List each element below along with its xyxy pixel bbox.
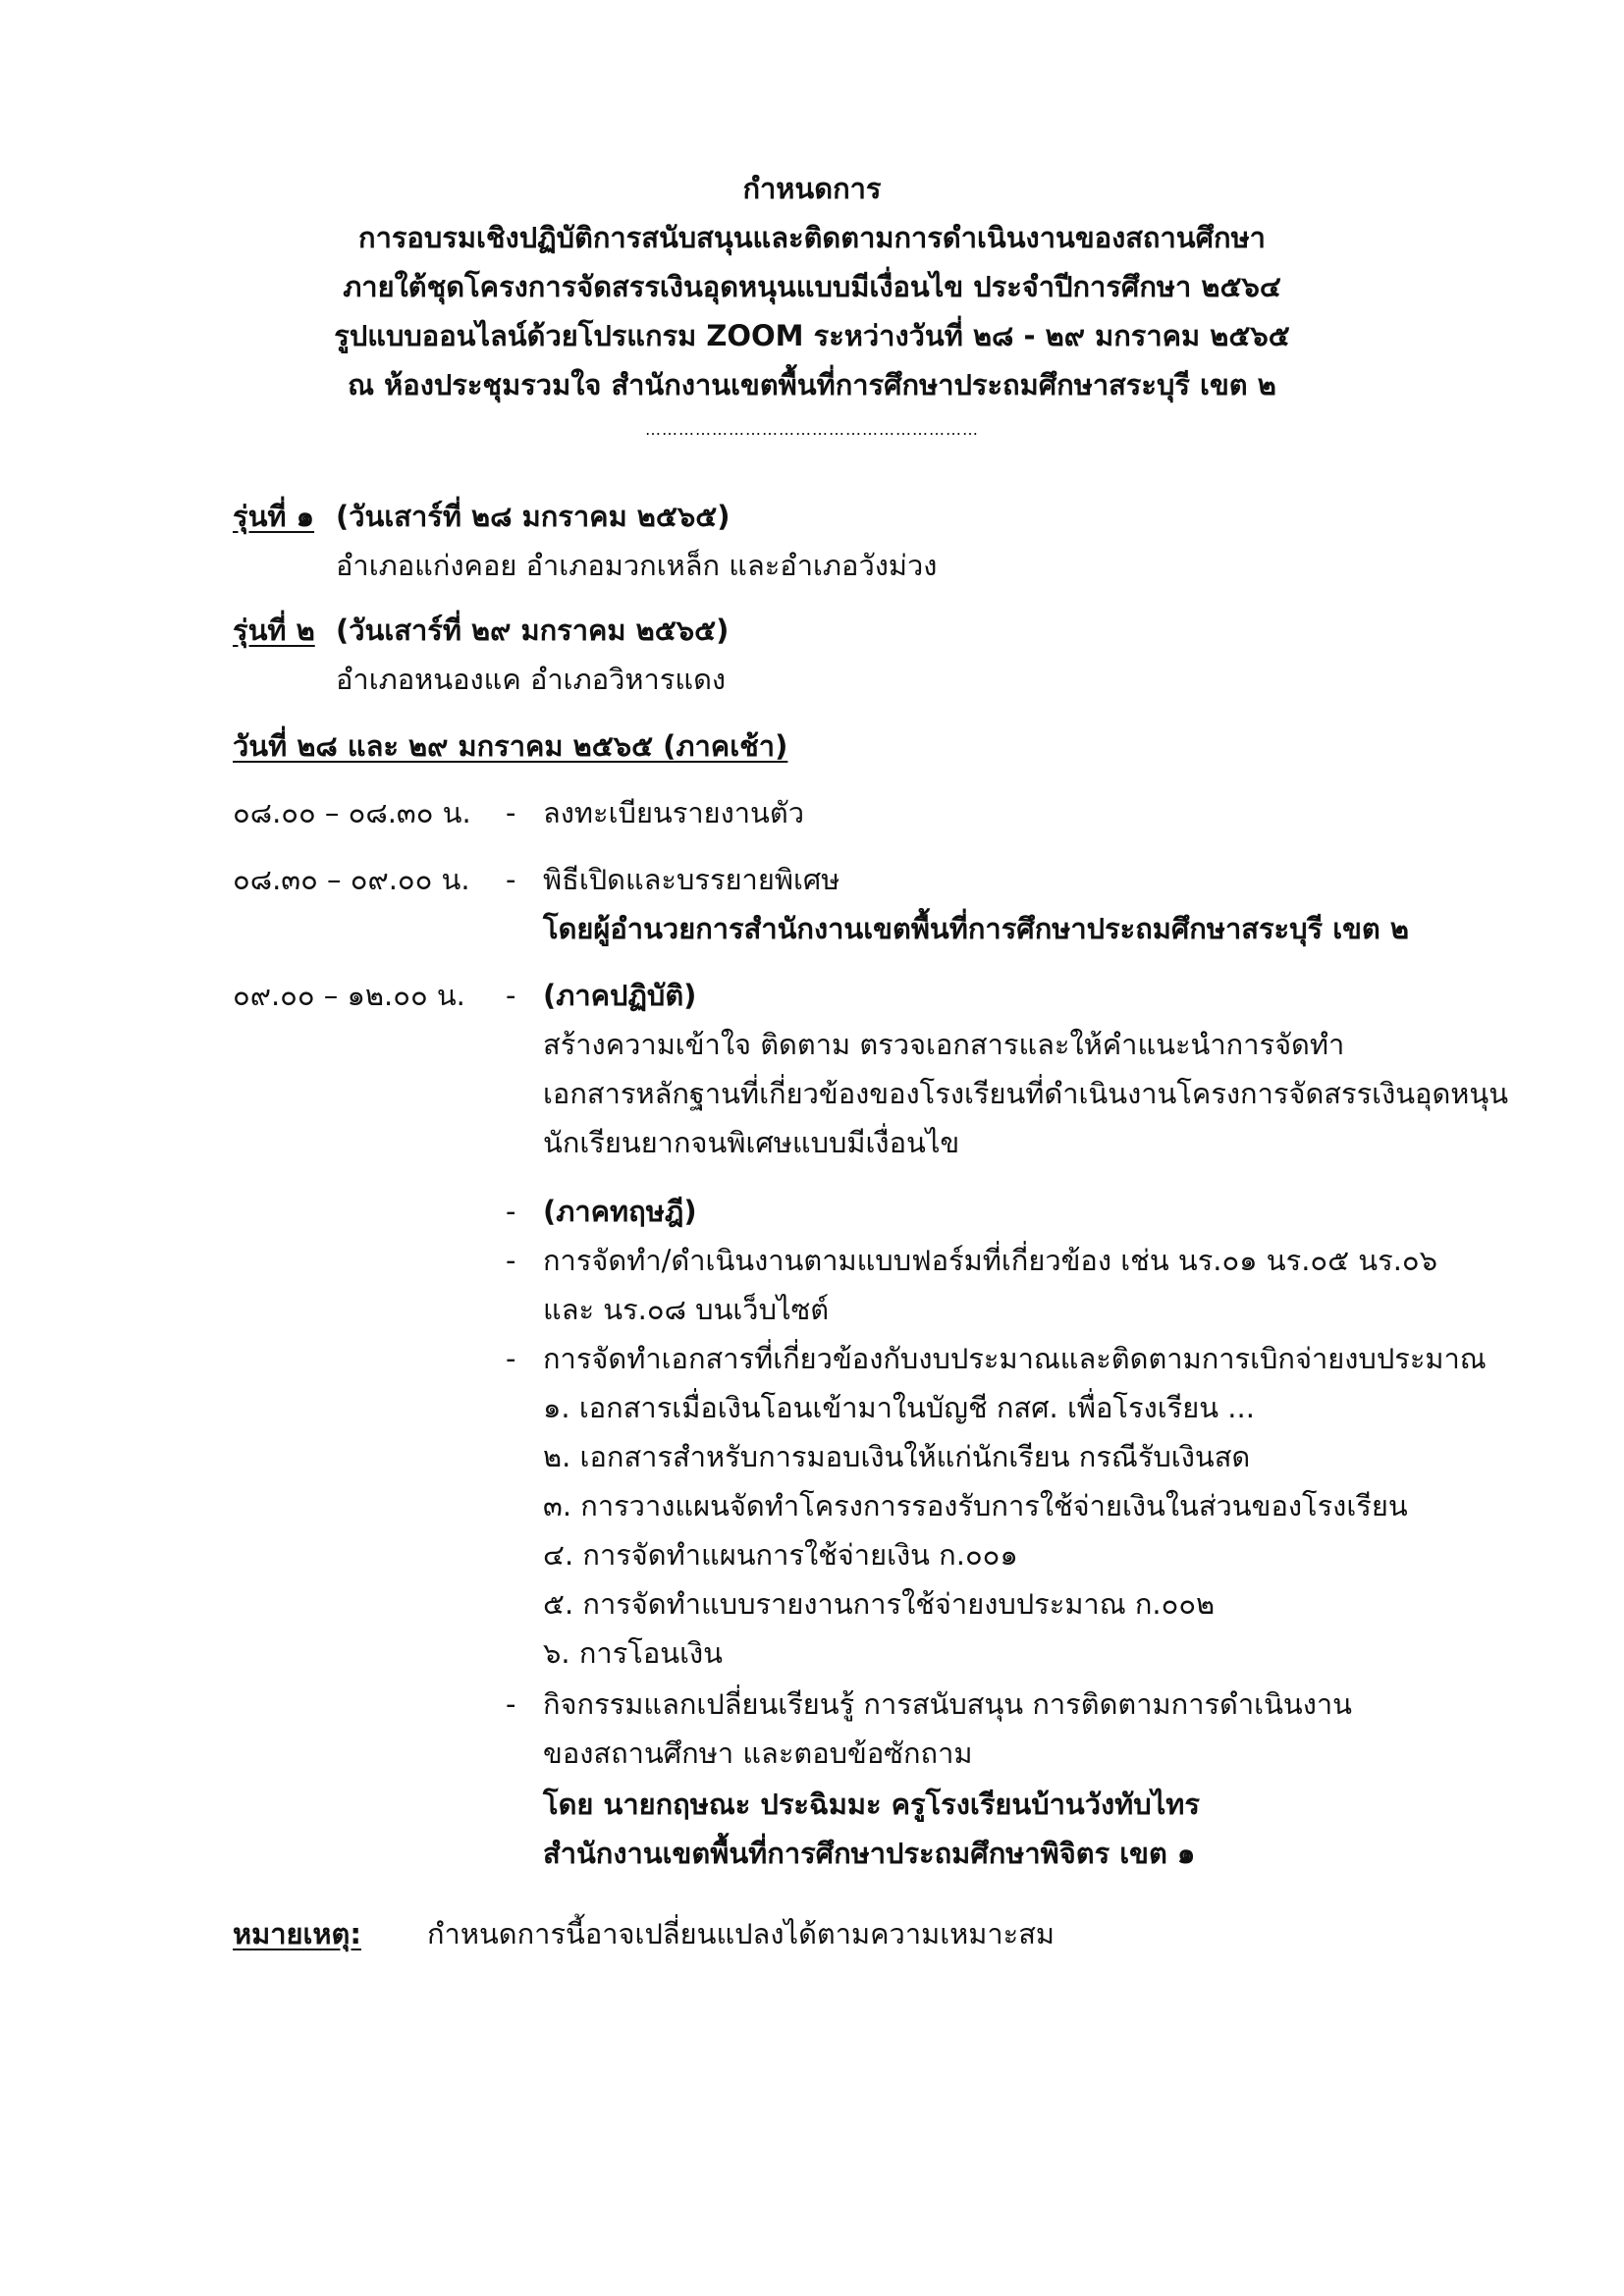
theory-subitem: ๔. การจัดทำแผนการใช้จ่ายเงิน ก.๐๐๑	[543, 1538, 1018, 1572]
group-1-label: รุ่นที่ ๑	[233, 500, 315, 533]
schedule-speaker: โดยผู้อำนวยการสำนักงานเขตพื้นที่การศึกษาประถมศึกษาสระบุรี เขต ๒	[543, 912, 1409, 945]
schedule-detail-line: เอกสารหลักฐานที่เกี่ยวข้องของโรงเรียนที่ดำเนินงานโครงการจัดสรรเงินอุดหนุน	[543, 1077, 1509, 1110]
bullet-dash: -	[506, 1244, 516, 1277]
theory-item-3-cont: ของสถานศึกษา และตอบข้อซักถาม	[543, 1736, 973, 1770]
header-line-2: ภายใต้ชุดโครงการจัดสรรเงินอุดหนุนแบบมีเงื่อนไข ประจำปีการศึกษา ๒๕๖๔	[343, 270, 1281, 303]
schedule-dash: -	[506, 796, 516, 829]
schedule-time: ๐๘.๐๐ – ๐๘.๓๐ น.	[233, 796, 471, 829]
note-label: หมายเหตุ:	[233, 1917, 361, 1950]
group-1-date: (วันเสาร์ที่ ๒๘ มกราคม ๒๕๖๕)	[336, 500, 731, 533]
schedule-item: (ภาคปฏิบัติ)	[543, 979, 697, 1012]
theory-item-1: การจัดทำ/ดำเนินงานตามแบบฟอร์มที่เกี่ยวข้อง เช่น นร.๐๑ นร.๐๕ นร.๐๖	[543, 1244, 1438, 1277]
schedule-dash: -	[506, 979, 516, 1012]
schedule-item: พิธีเปิดและบรรยายพิเศษ	[543, 863, 840, 896]
group-2-label: รุ่นที่ ๒	[233, 614, 315, 647]
theory-speaker-office: สำนักงานเขตพื้นที่การศึกษาประถมศึกษาพิจิตร เขต ๑	[543, 1837, 1196, 1870]
header-line-4: ณ ห้องประชุมรวมใจ สำนักงานเขตพื้นที่การศึกษาประถมศึกษาสระบุรี เขต ๒	[348, 368, 1276, 401]
group-2-date: (วันเสาร์ที่ ๒๙ มกราคม ๒๕๖๕)	[336, 614, 730, 647]
header-line-1: การอบรมเชิงปฏิบัติการสนับสนุนและติดตามการดำเนินงานของสถานศึกษา	[358, 221, 1266, 254]
theory-item-1-cont: และ นร.๐๘ บนเว็บไซต์	[543, 1293, 830, 1326]
separator-dots: ……………………………………………………	[645, 420, 979, 439]
session-heading: วันที่ ๒๘ และ ๒๙ มกราคม ๒๕๖๕ (ภาคเช้า)	[233, 729, 788, 763]
group-1-description: อำเภอแก่งคอย อำเภอมวกเหล็ก และอำเภอวังม่วง	[336, 549, 938, 582]
theory-speaker-name: โดย นายกฤษณะ ประฉิมมะ ครูโรงเรียนบ้านวังทับไทร	[543, 1788, 1200, 1821]
theory-item-2: การจัดทำเอกสารที่เกี่ยวข้องกับงบประมาณและติดตามการเบิกจ่ายงบประมาณ	[543, 1342, 1487, 1375]
note-text: กำหนดการนี้อาจเปลี่ยนแปลงได้ตามความเหมาะสม	[427, 1917, 1056, 1950]
header-line-3: รูปแบบออนไลน์ด้วยโปรแกรม ZOOM ระหว่างวันที่ ๒๘ - ๒๙ มกราคม ๒๕๖๕	[334, 319, 1290, 352]
schedule-time: ๐๘.๓๐ – ๐๙.๐๐ น.	[233, 863, 470, 896]
bullet-dash: -	[506, 1195, 516, 1228]
theory-subitem: ๖. การโอนเงิน	[543, 1636, 723, 1670]
bullet-dash: -	[506, 1687, 516, 1721]
theory-subitem: ๓. การวางแผนจัดทำโครงการรองรับการใช้จ่ายเงินในส่วนของโรงเรียน	[543, 1489, 1408, 1522]
bullet-dash: -	[506, 1342, 516, 1375]
theory-subitem: ๕. การจัดทำแบบรายงานการใช้จ่ายงบประมาณ ก.๐๐๒	[543, 1587, 1216, 1621]
schedule-detail-line: นักเรียนยากจนพิเศษแบบมีเงื่อนไข	[543, 1126, 960, 1159]
schedule-time: ๐๙.๐๐ – ๑๒.๐๐ น.	[233, 979, 465, 1012]
schedule-detail-line: สร้างความเข้าใจ ติดตาม ตรวจเอกสารและให้คำแนะนำการจัดทำ	[543, 1028, 1345, 1061]
theory-heading: (ภาคทฤษฎี)	[543, 1195, 697, 1228]
theory-subitem: ๑. เอกสารเมื่อเงินโอนเข้ามาในบัญชี กสศ. เพื่อโรงเรียน ...	[543, 1391, 1255, 1424]
document-title: กำหนดการ	[742, 172, 882, 205]
schedule-dash: -	[506, 863, 516, 896]
theory-subitem: ๒. เอกสารสำหรับการมอบเงินให้แก่นักเรียน กรณีรับเงินสด	[543, 1440, 1251, 1473]
schedule-item: ลงทะเบียนรายงานตัว	[543, 796, 804, 829]
theory-item-3: กิจกรรมแลกเปลี่ยนเรียนรู้ การสนับสนุน การติดตามการดำเนินงาน	[543, 1687, 1353, 1721]
group-2-description: อำเภอหนองแค อำเภอวิหารแดง	[336, 663, 727, 696]
